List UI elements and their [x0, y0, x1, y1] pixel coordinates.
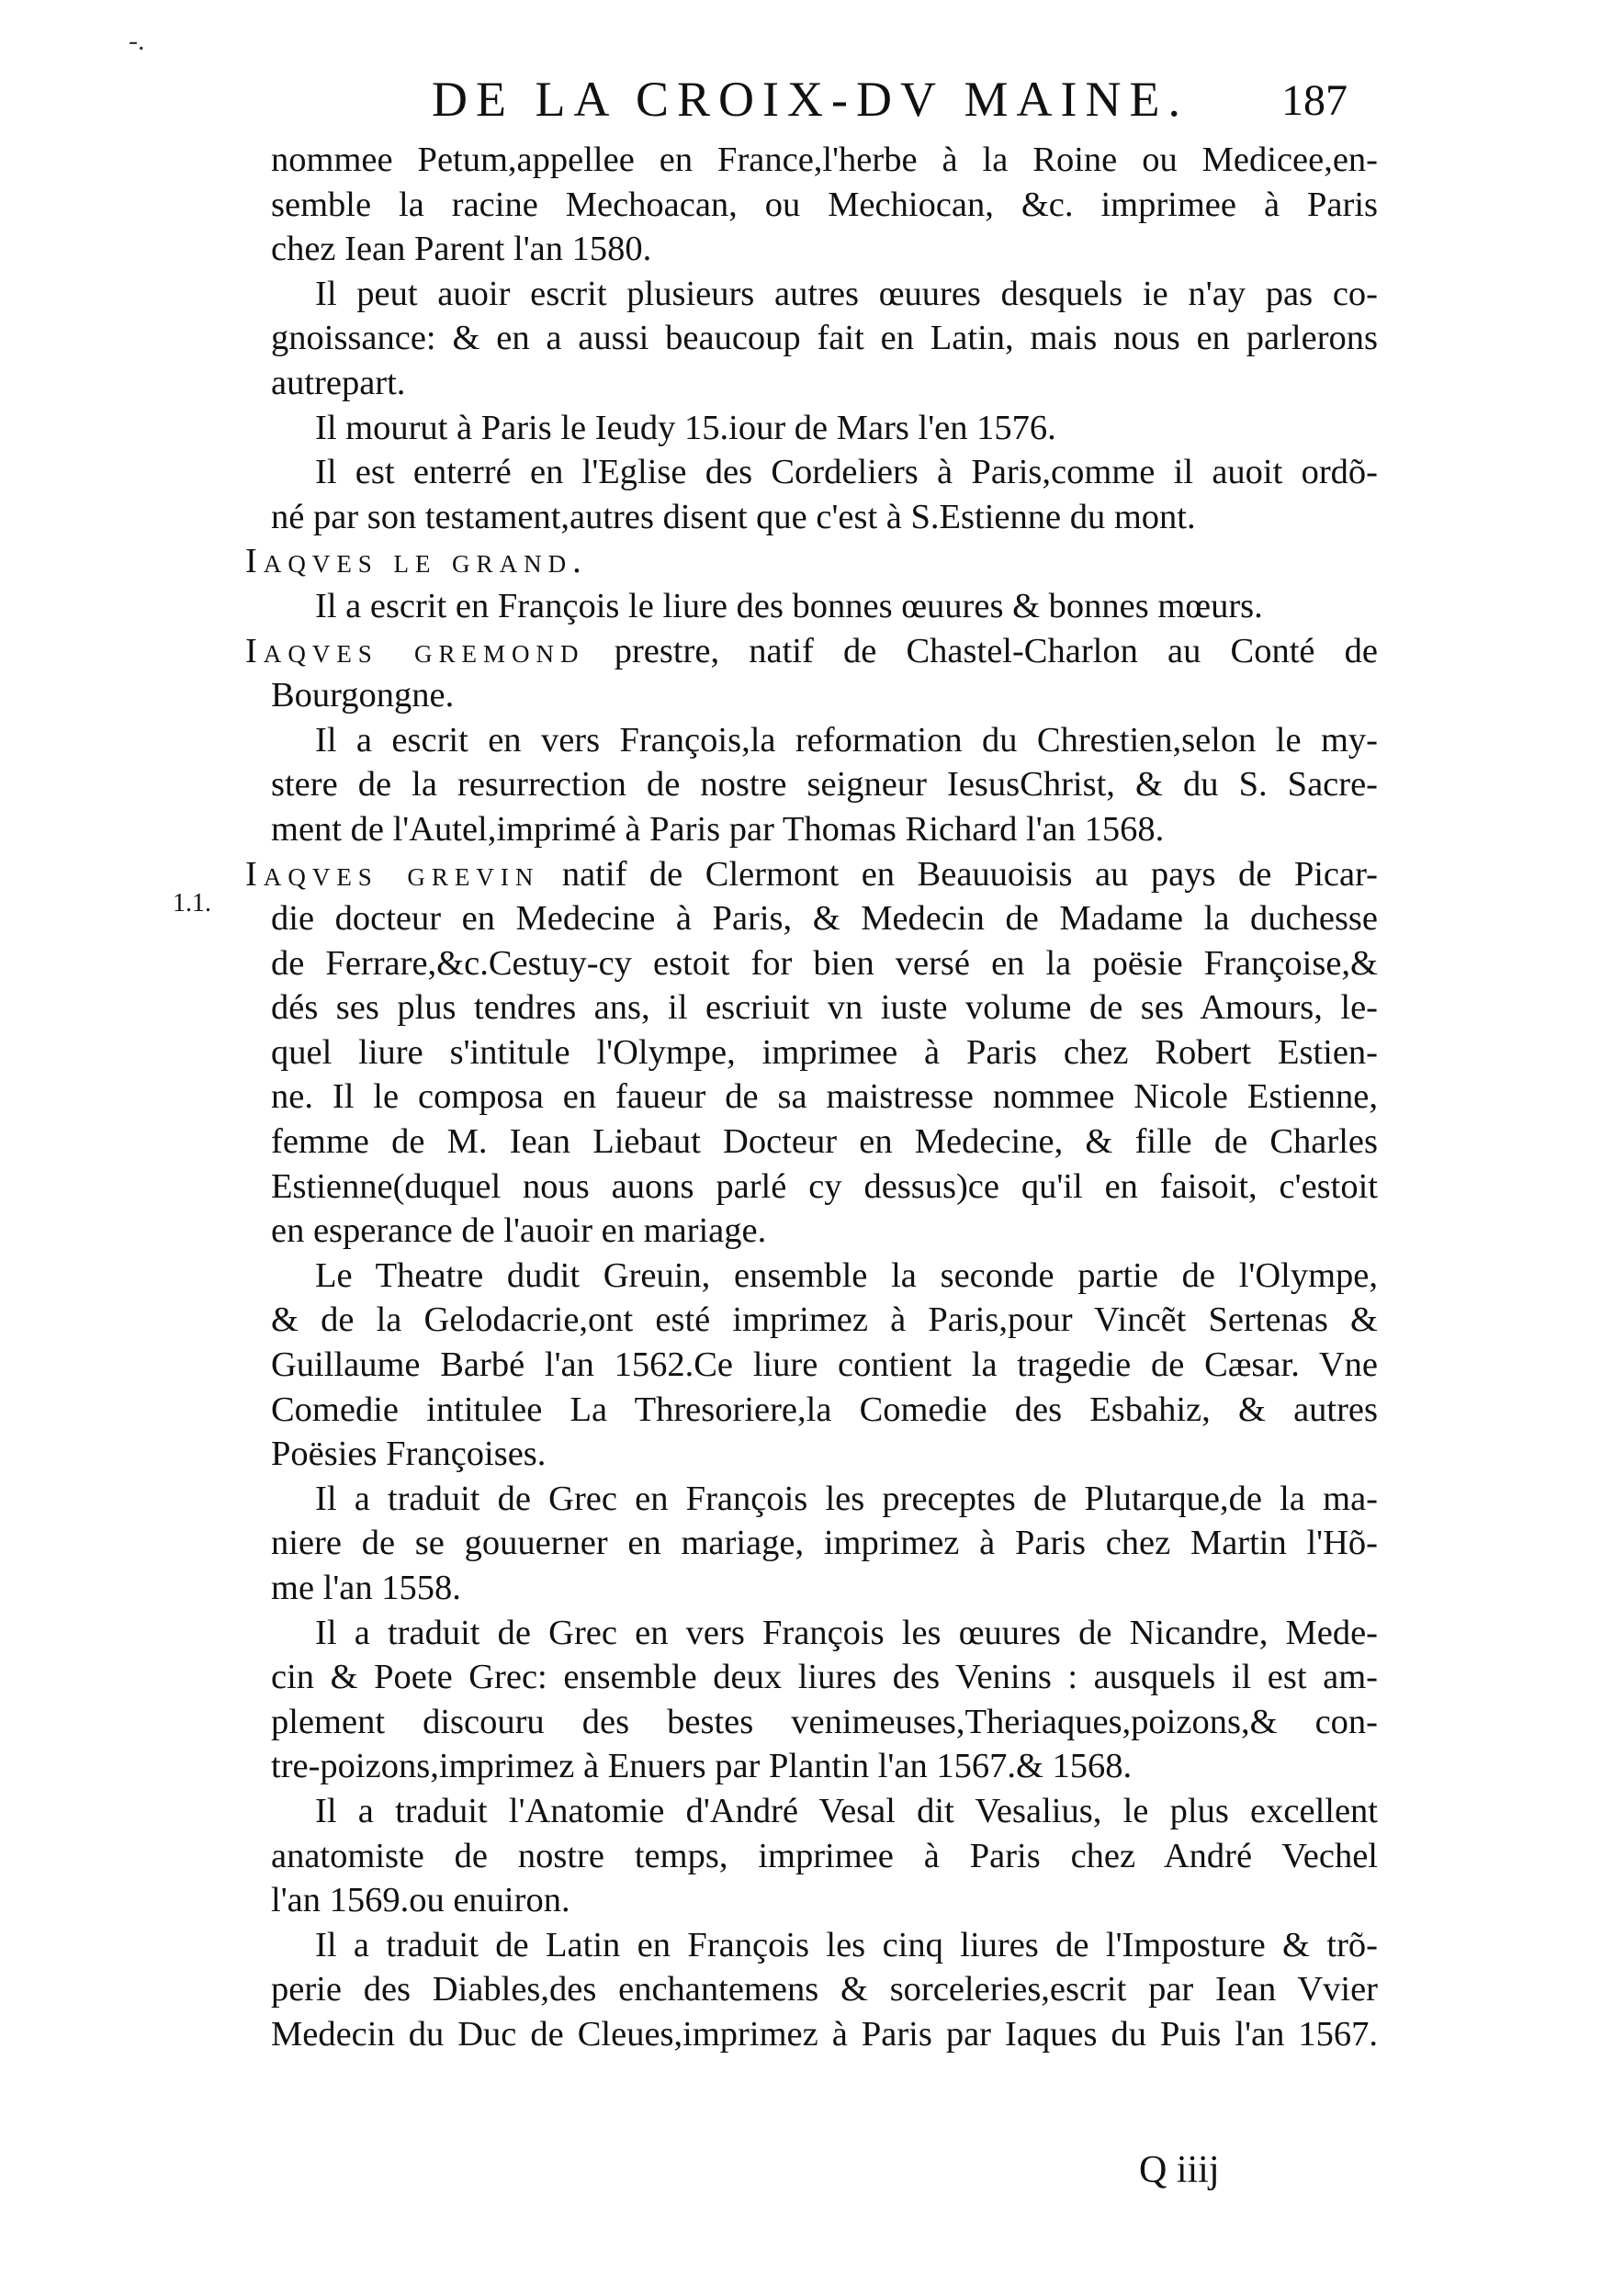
text-line: Il mourut à Paris le Ieudy 15.iour de Mars l'en 1576.	[315, 408, 1056, 447]
text-line: autrepart.	[271, 363, 406, 402]
text-line: quel liure s'intitule l'Olympe, imprimee à Paris chez Robert Estien-	[271, 1032, 1378, 1072]
text-line: né par son testament,autres disent que c'est à S.Estienne du mont.	[271, 497, 1196, 536]
text-line: perie des Diables,des enchantemens & sorceleries,escrit par Iean Vvier	[271, 1970, 1378, 2009]
text-line: Il est enterré en l'Eglise des Cordeliers à Paris,comme il auoit ordõ-	[315, 453, 1378, 492]
entry-heading	[245, 852, 1378, 897]
text-line: tre-poizons,imprimez à Enuers par Plantin l'an 1567.& 1568.	[271, 1747, 1133, 1786]
text-line: plement discouru des bestes venimeuses,Theriaques,poizons,& con-	[271, 1702, 1378, 1741]
text-line: Il a escrit en vers François,la reformation du Chrestien,selon le my-	[315, 720, 1378, 760]
author-name: Iaqves grevin	[245, 854, 540, 894]
text-line: Estienne(duquel nous auons parlé cy dessus)ce qu'il en faisoit, c'estoit	[271, 1166, 1378, 1206]
text-line: Il a traduit de Latin en François les cinq liures de l'Imposture & trõ-	[315, 1925, 1378, 1964]
text-line: ment de l'Autel,imprimé à Paris par Thomas Richard l'an 1568.	[271, 809, 1165, 849]
text-line: Le Theatre dudit Greuin, ensemble la seconde partie de l'Olympe,	[315, 1255, 1378, 1295]
text-line: Medecin du Duc de Cleues,imprimez à Paris par Iaques du Puis l'an 1567.	[271, 2014, 1378, 2054]
author-name: Iaqves le grand.	[245, 542, 588, 581]
text-line: en esperance de l'auoir en mariage.	[271, 1211, 767, 1251]
text-line: gnoissance: & en a aussi beaucoup fait en Latin, mais nous en parlerons	[271, 319, 1378, 358]
text-line: anatomiste de nostre temps, imprimee à Paris chez André Vechel	[271, 1836, 1378, 1875]
text-line: ne. Il le composa en faueur de sa maistresse nommee Nicole Estienne,	[271, 1077, 1378, 1117]
text-line: Il peut auoir escrit plusieurs autres œuures desquels ie n'ay pas co-	[315, 274, 1378, 313]
text-line: & de la Gelodacrie,ont esté imprimez à Paris,pour Vincẽt Sertenas &	[271, 1300, 1378, 1340]
entry-text: natif de Clermont en Beauuoisis au pays de Picar-	[561, 854, 1378, 894]
text-line: cin & Poete Grec: ensemble deux liures des Venins : ausquels il est am-	[271, 1658, 1378, 1697]
text-line: die docteur en Medecine à Paris, & Medecin de Madame la duchesse	[271, 899, 1378, 939]
corner-mark: -.	[129, 26, 145, 56]
running-title: DE LA CROIX-DV MAINE.	[432, 72, 1189, 127]
entry-heading	[245, 539, 1378, 584]
text-line: Bourgongne.	[271, 676, 455, 715]
text-line: stere de la resurrection de nostre seigneur IesusChrist, & du S. Sacre-	[271, 765, 1378, 805]
text-line: dés ses plus tendres ans, il escriuit vn iuste volume de ses Amours, le-	[271, 988, 1378, 1028]
text-line: niere de se gouuerner en mariage, imprimez à Paris chez Martin l'Hõ-	[271, 1524, 1378, 1563]
text-line: semble la racine Mechoacan, ou Mechiocan, &c. imprimee à Paris	[271, 185, 1378, 224]
text-line: me l'an 1558.	[271, 1569, 461, 1607]
signature-mark: Q iiij	[1139, 2149, 1220, 2191]
text-line: Il a traduit de Grec en François les preceptes de Plutarque,de la ma-	[315, 1479, 1378, 1518]
text-line: chez Iean Parent l'an 1580.	[271, 230, 652, 269]
text-line: Il a traduit l'Anatomie d'André Vesal dit Vesalius, le plus excellent	[315, 1791, 1378, 1830]
text-line: de Ferrare,&c.Cestuy-cy estoit for bien versé en la poësie Françoise,&	[271, 943, 1378, 983]
text-line: Poësies Françoises.	[271, 1435, 547, 1474]
text-line: Comedie intitulee La Thresoriere,la Comedie des Esbahiz, & autres	[271, 1390, 1378, 1429]
text-line: nommee Petum,appellee en France,l'herbe à la Roine ou Medicee,en-	[271, 141, 1378, 179]
text-line: Il a escrit en François le liure des bonnes œuures & bonnes mœurs.	[315, 586, 1263, 625]
margin-note: 1.1.	[173, 889, 211, 917]
body-text	[245, 138, 1379, 2057]
page-number: 187	[1281, 76, 1348, 125]
text-line: Il a traduit de Grec en vers François les œuures de Nicandre, Mede-	[315, 1613, 1378, 1652]
entry-heading	[245, 629, 1378, 674]
text-line: Guillaume Barbé l'an 1562.Ce liure contient la tragedie de Cæsar. Vne	[271, 1345, 1378, 1385]
author-name: Iaqves gremond	[245, 631, 585, 670]
text-line: femme de M. Iean Liebaut Docteur en Medecine, & fille de Charles	[271, 1122, 1378, 1162]
entry-text: prestre, natif de Chastel-Charlon au Conté de	[614, 631, 1379, 670]
text-line: l'an 1569.ou enuiron.	[271, 1881, 570, 1920]
